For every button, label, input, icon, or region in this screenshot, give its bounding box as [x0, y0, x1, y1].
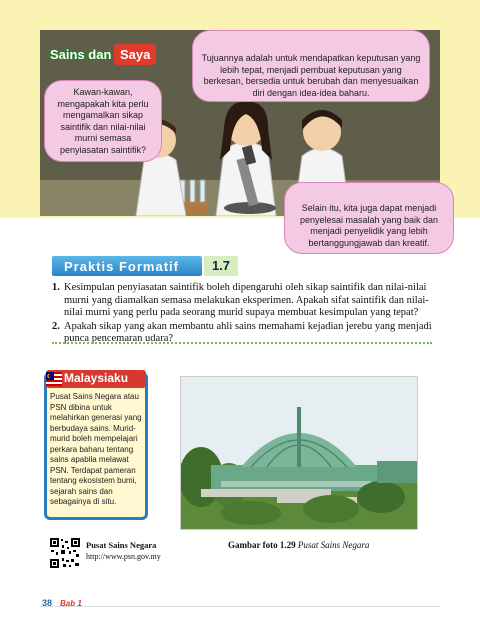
- qr-label: Pusat Sains Negara: [86, 540, 157, 550]
- qr-code-icon[interactable]: [50, 538, 80, 568]
- malaysiaku-text: Pusat Sains Negara atau PSN dibina untuk melahirkan generasi yang berbudaya sains. Murid-murid boleh mempelajari perkara baharu tentang sains apabila melawat PSN. Terdapat pameran tentang ekosistem bumi, sejarah sains dan sebagainya di situ.: [50, 392, 142, 506]
- speech-bubble-conclusion: Selain itu, kita juga dapat menjadi penyelesai masalah yang baik dan menjadi penyelidik yang lebih bertanggungjawab dan kreatif.: [284, 182, 454, 254]
- sains-dan-saya-logo: [44, 44, 151, 68]
- footer-rule: [40, 606, 440, 607]
- photo-caption: [228, 540, 428, 550]
- malaysia-flag-icon: [46, 372, 62, 386]
- question-number: 1.: [52, 282, 60, 293]
- section-number: 1.7: [204, 256, 238, 276]
- section-title: Praktis Formatif: [64, 259, 179, 274]
- chapter-label: Bab 1: [60, 599, 82, 608]
- question-text: Kesimpulan penyiasatan saintifik boleh dipengaruhi oleh sikap saintifik dan nilai-nilai murni yang diamalkan semasa melakukan eksperimen. Apakah sifat saintifik dan nilai-nilai murni yang perlu pada seorang murid supaya membuat kesimpulan yang tepat?: [64, 282, 429, 318]
- caption-label: Gambar foto 1.29: [228, 540, 296, 550]
- page-number: 38: [42, 598, 53, 608]
- section-divider: [52, 342, 432, 344]
- malaysiaku-title: Malaysiaku: [64, 371, 129, 385]
- speech-bubble-purpose: Tujuannya adalah untuk mendapatkan keputusan yang lebih tepat, menjadi pembuat keputusan yang berkesan, bersedia untuk berubah dan menyesuaikan diri dengan idea-idea baharu.: [192, 30, 430, 102]
- question-number: 2.: [52, 320, 60, 332]
- caption-title: Pusat Sains Negara: [297, 540, 370, 550]
- speech-bubble-question: Kawan-kawan, mengapakah kita perlu mengamalkan sikap saintifik dan nilai-nilai murni semasa penyiasatan saintifik?: [44, 80, 162, 162]
- qr-url-link[interactable]: http://www.psn.gov.my: [86, 552, 161, 561]
- question-text: Apakah sikap yang akan membantu ahli sains memahami kejadian jerebu yang menjadi punca pencemaran udara?: [64, 320, 432, 344]
- pusat-sains-photo: [180, 376, 418, 530]
- section-title-bar: [52, 256, 202, 276]
- section-header: [52, 256, 238, 276]
- logo-text-right: Saya: [114, 44, 156, 65]
- logo-text-left: Sains dan: [50, 47, 112, 62]
- question-item: [52, 282, 432, 320]
- question-list: [52, 282, 432, 347]
